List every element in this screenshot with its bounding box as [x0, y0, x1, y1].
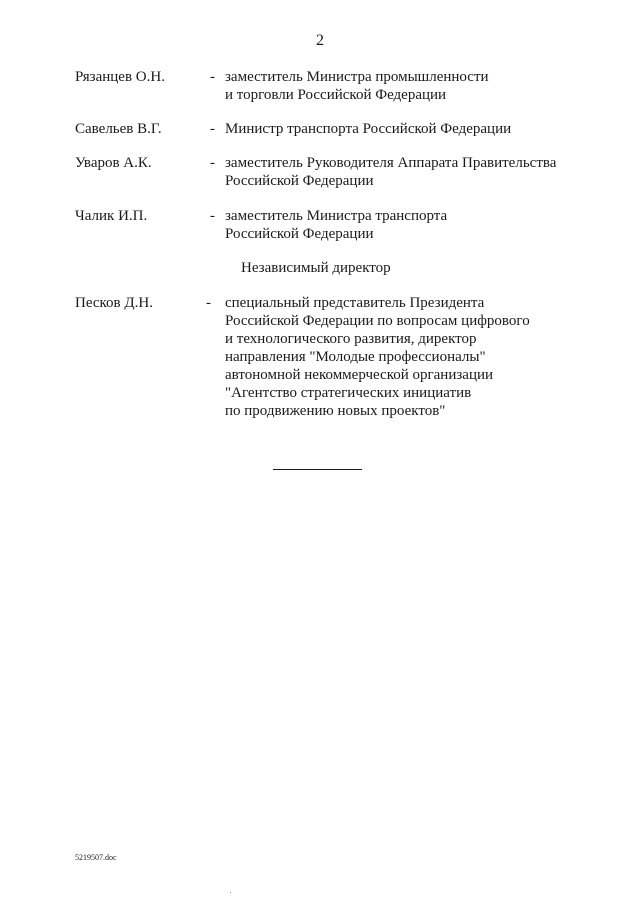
member-dash: - — [210, 208, 215, 224]
member-position-line: Российской Федерации по вопросам цифрового — [225, 313, 530, 329]
member-position-line: Министр транспорта Российской Федерации — [225, 121, 512, 137]
member-position — [225, 294, 625, 420]
member-position-line: по продвижению новых проектов" — [225, 403, 446, 419]
member-dash: - — [210, 155, 215, 171]
member-position-line: заместитель Министра промышленности — [225, 69, 489, 85]
page-number: 2 — [316, 32, 324, 49]
member-name: Уваров А.К. — [75, 155, 152, 171]
member-name: Песков Д.Н. — [75, 295, 153, 311]
member-name: Чалик И.П. — [75, 208, 148, 224]
member-position-line: "Агентство стратегических инициатив — [225, 385, 472, 401]
member-position-line: автономной некоммерческой организации — [225, 367, 494, 383]
member-position — [225, 68, 625, 104]
end-of-list-rule — [273, 469, 362, 470]
member-position-line: заместитель Руководителя Аппарата Правительства — [225, 155, 557, 171]
member-position-line: заместитель Министра транспорта — [225, 208, 448, 224]
member-name: Савельев В.Г. — [75, 121, 162, 137]
member-position-line: направления "Молодые профессионалы" — [225, 349, 486, 365]
member-position-line: специальный представитель Президента — [225, 295, 485, 311]
member-position — [225, 154, 625, 190]
member-dash: - — [210, 121, 215, 137]
footer-file-name: 5219507.doc — [75, 853, 117, 862]
member-name: Рязанцев О.Н. — [75, 69, 165, 85]
member-dash: - — [210, 69, 215, 85]
scan-speck — [230, 892, 231, 893]
member-position-line: и торговли Российской Федерации — [225, 87, 447, 103]
member-dash: - — [206, 295, 211, 311]
section-heading-independent-director: Независимый директор — [241, 260, 391, 276]
member-position-line: и технологического развития, директор — [225, 331, 477, 347]
member-position-line: Российской Федерации — [225, 173, 374, 189]
member-position — [225, 207, 625, 243]
member-position-line: Российской Федерации — [225, 226, 374, 242]
member-position — [225, 120, 625, 138]
